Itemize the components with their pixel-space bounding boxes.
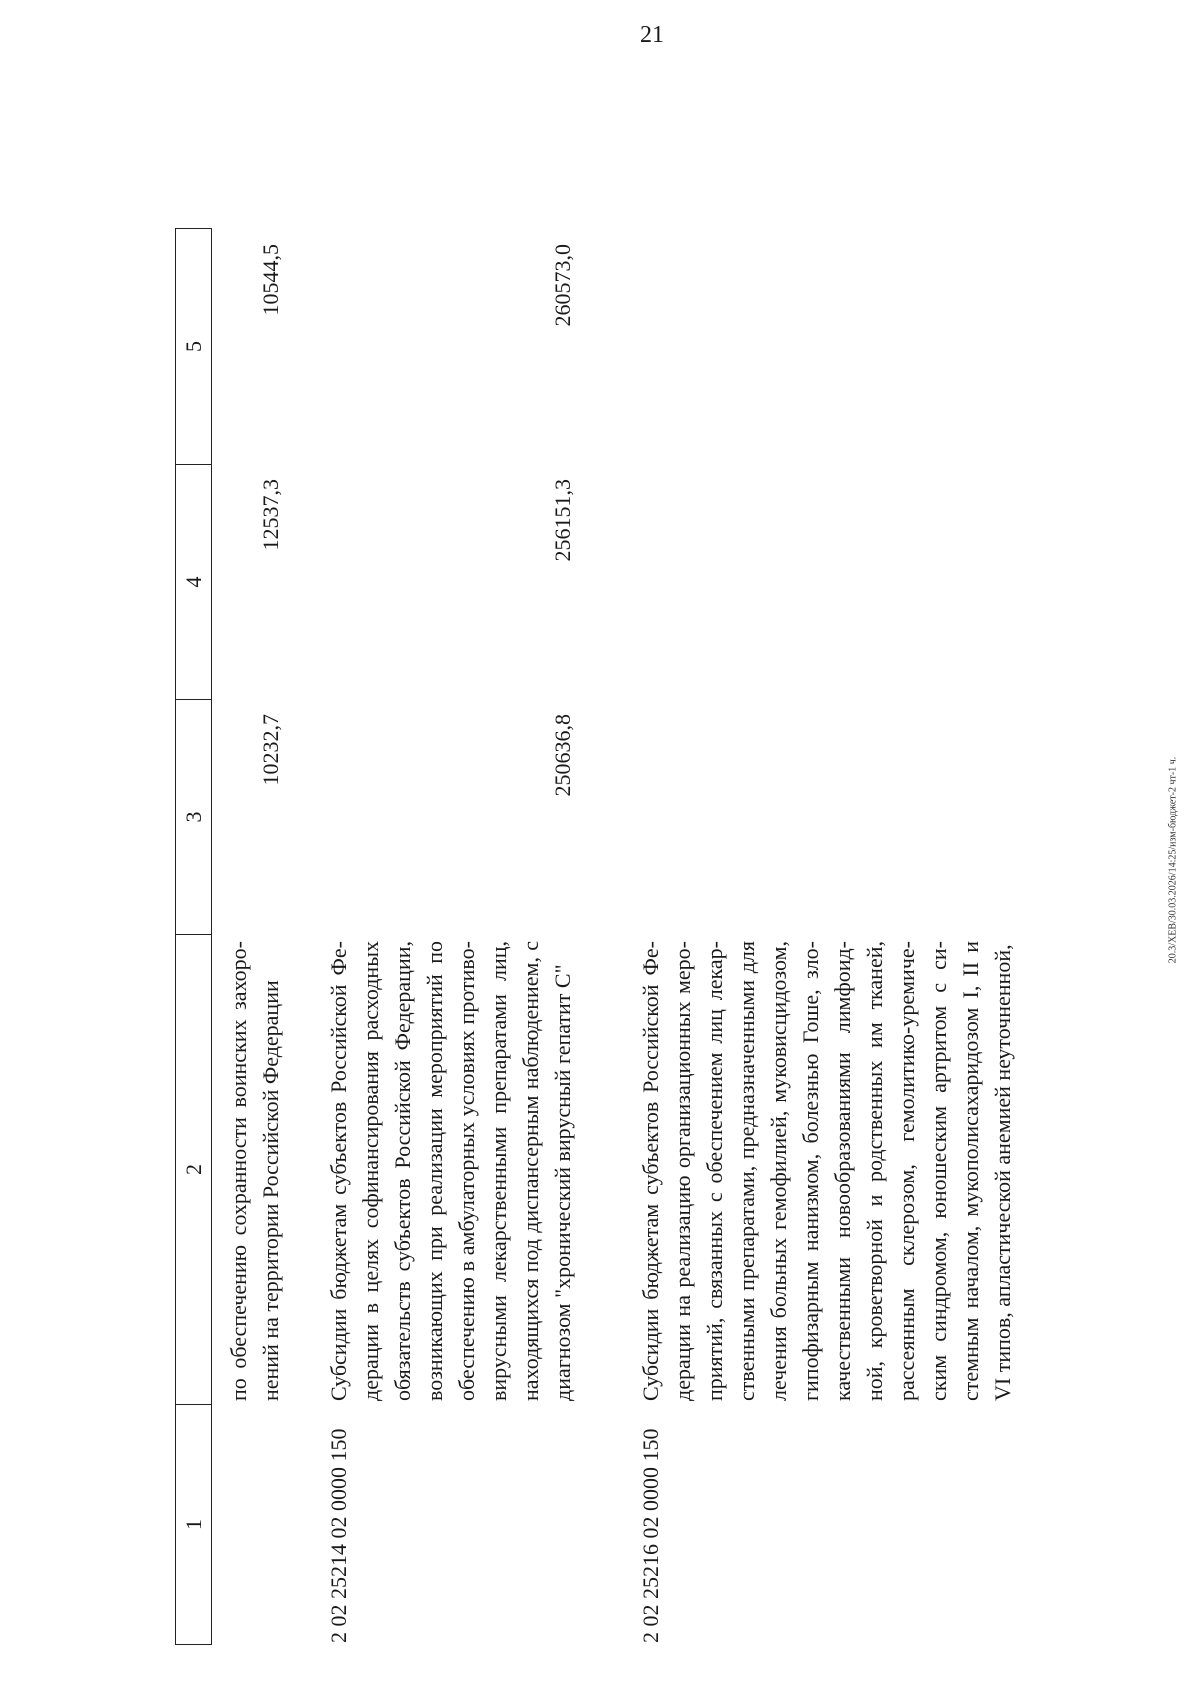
header-col-1: 1 (176, 1404, 211, 1644)
row-description: Субсидии бюджетам субъектов Российской Фе- дерации в целях софинансирования расходных обязательств субъектов Российской Федерации, возникающих при реализации мероприятий по обеспечению в амбулаторных условиях противо- вирусными лекарственными препаратами лиц, находящихся под диспансерным наблюдением, с диагнозом "хронический вирусный гепатит C" (326, 941, 575, 1401)
row-value-col5 (635, 230, 1019, 465)
row-value-col4: 256151,3 (550, 479, 575, 562)
row-description: по обеспечению сохранности воинских захоро- нений на территории Российской Федерации (226, 941, 283, 1401)
row-value-col3: 250636,8 (550, 714, 575, 797)
footer-code: 20.3/XEB/30.03.2026/14:25/изм-бюджет-2 чт-1 ч. (1167, 756, 1179, 964)
page-number: 21 (640, 22, 664, 48)
table-row-continuation (223, 230, 287, 1645)
table-header-row (175, 228, 212, 1645)
row-value-col3 (635, 700, 1019, 935)
row-code: 2 02 25216 02 0000 150 (638, 1428, 663, 1643)
row-value-col5: 10544,5 (258, 244, 283, 316)
header-col-5: 5 (180, 341, 206, 352)
table-row (323, 230, 579, 1645)
row-value-col4 (635, 465, 1019, 700)
header-col-4: 4 (176, 464, 211, 699)
header-col-2: 2 (176, 934, 211, 1404)
row-value-col5: 260573,0 (550, 244, 575, 327)
row-code (223, 1405, 287, 1645)
row-value-col3: 10232,7 (258, 714, 283, 786)
row-value-col4: 12537,3 (258, 479, 283, 551)
row-description: Субсидии бюджетам субъектов Российской Фе- дерации на реализацию организационных меро- приятий, связанных с обеспечением лиц лекар- ственными препаратами, предназначенными для лечения больных гемофилией, муковисцидозом, гипофизарным нанизмом, болезнью Гоше, зло- качественными новообразованиями лимфоид- ной, кроветворной и родственных им тканей, рассеянным склерозом, гемолитико-уремиче- ским синдромом, юношеским артритом с си- стемным началом, мукополисахаридозом I, II и VI типов, апластической анемией неуточненной, (638, 941, 1015, 1401)
table-row (635, 230, 1019, 1645)
row-code: 2 02 25214 02 0000 150 (326, 1428, 351, 1643)
header-col-3: 3 (176, 699, 211, 934)
budget-table (175, 25, 1175, 1645)
